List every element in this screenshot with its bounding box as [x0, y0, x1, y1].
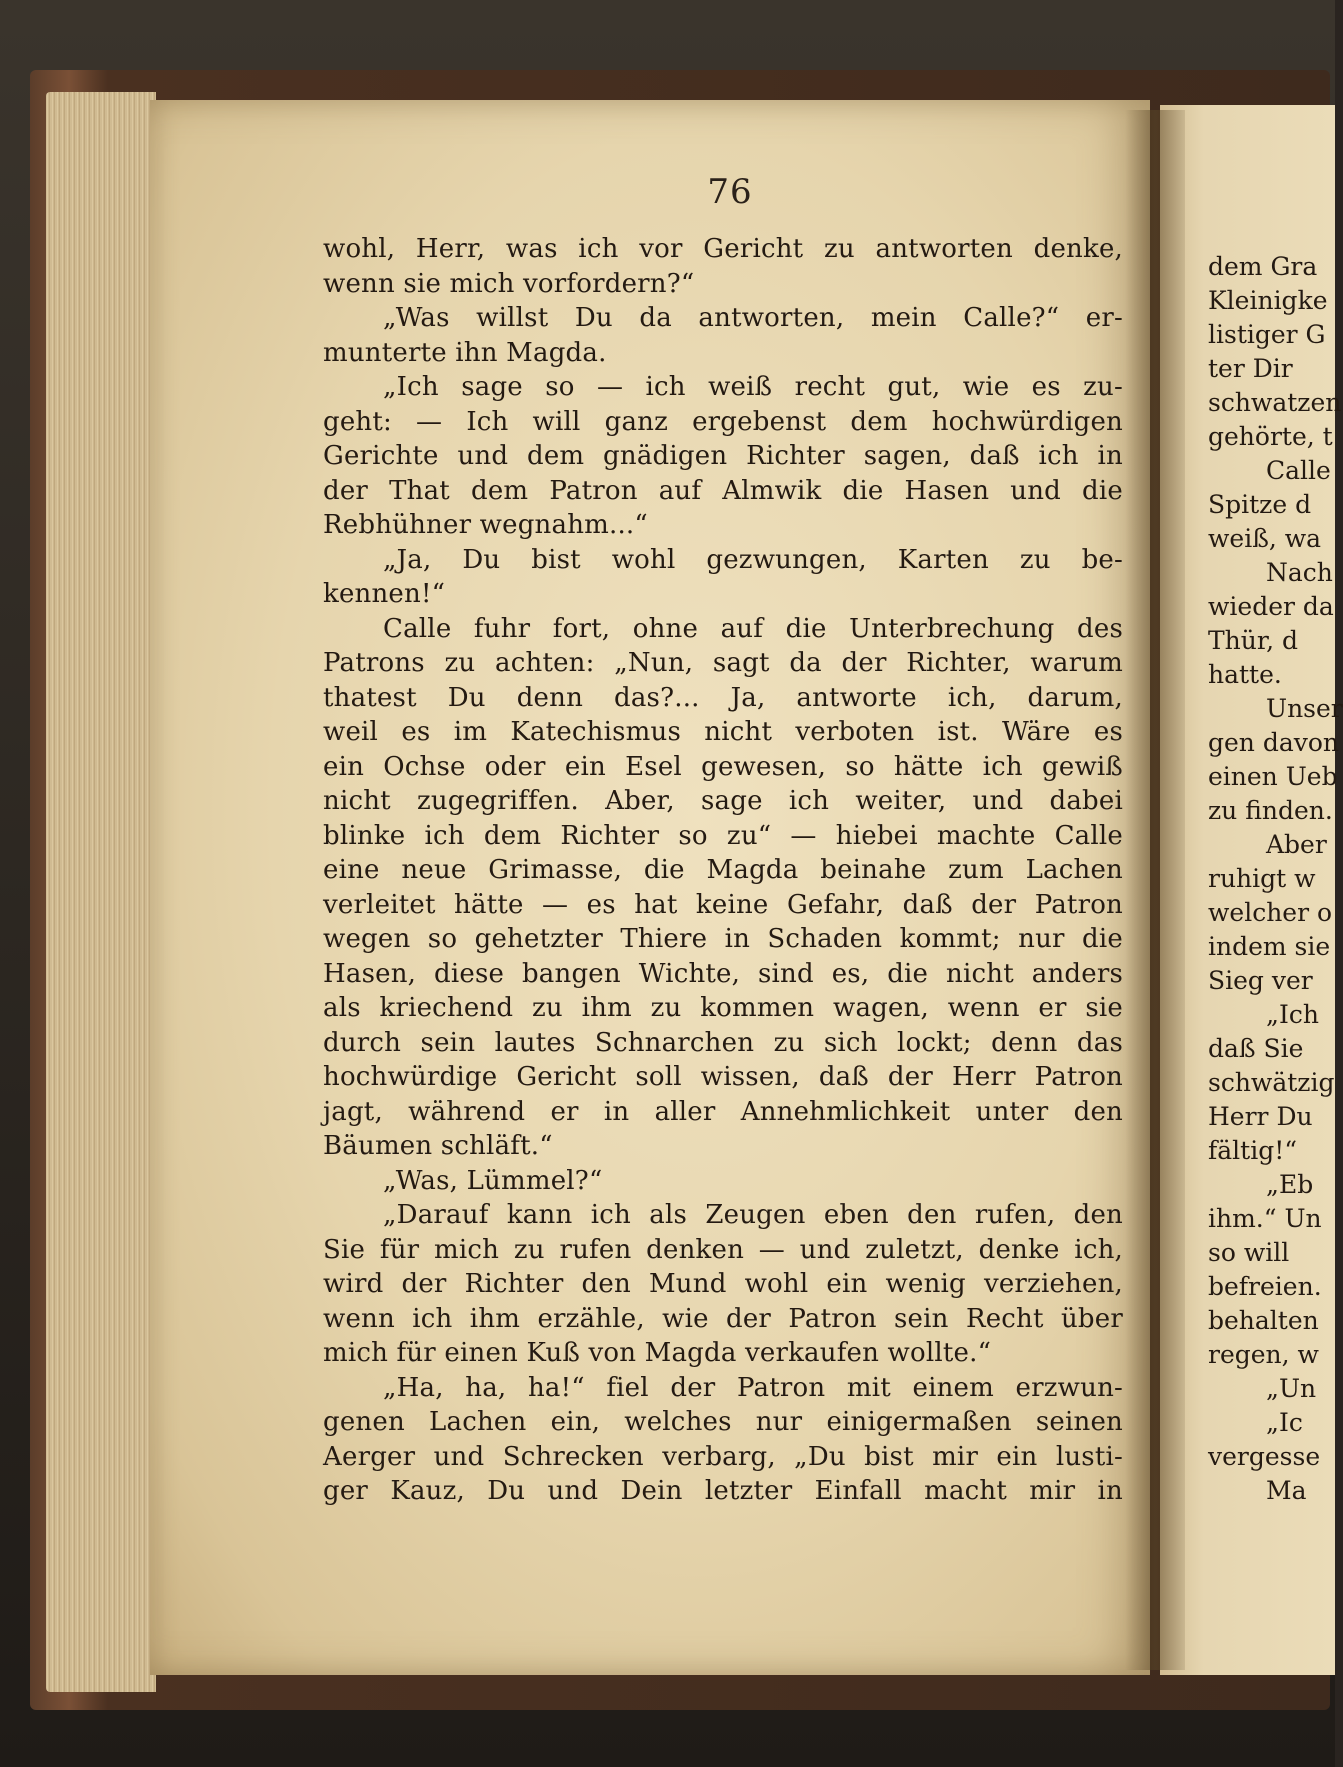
right-page-line: schwatzen	[1208, 388, 1342, 417]
text-line: „Ha, ha, ha!“ fiel der Patron mit einem erzwun-	[383, 1372, 1123, 1403]
text-line: genen Lachen ein, welches nur einigermaßen seinen	[323, 1407, 1123, 1437]
text-line: „Was willst Du da antworten, mein Calle?“ er-	[383, 303, 1123, 333]
text-line: durch sein lautes Schnarchen zu sich lockt; denn das	[323, 1027, 1123, 1058]
text-line: munterte ihn Magda.	[323, 337, 607, 368]
text-line: Bäumen schläft.“	[323, 1131, 553, 1161]
right-page-line: zu finden.	[1208, 796, 1333, 825]
text-line: Patrons zu achten: „Nun, sagt da der Richter, warum	[323, 648, 1123, 678]
right-page-line: hatte.	[1208, 660, 1282, 689]
text-line: Rebhühner wegnahm...“	[323, 510, 648, 540]
right-page-line: „Ich	[1266, 1000, 1319, 1029]
right-page-line: Thür, d	[1208, 626, 1298, 655]
text-line: nicht zugegriffen. Aber, sage ich weiter, und dabei	[323, 786, 1123, 816]
page-number: 76	[707, 172, 753, 212]
text-line: geht: — Ich will ganz ergebenst dem hochwürdigen	[323, 406, 1123, 437]
page-edges	[46, 92, 156, 1692]
text-line: wenn ich ihm erzähle, wie der Patron sein Recht über	[323, 1303, 1123, 1334]
text-line: Hasen, diese bangen Wichte, sind es, die nicht anders	[323, 958, 1123, 989]
right-page-line: gehörte, t	[1208, 422, 1333, 451]
text-line: jagt, während er in aller Annehmlichkeit unter den	[323, 1096, 1123, 1127]
text-line: der That dem Patron auf Almwik die Hasen und die	[323, 475, 1123, 506]
text-line: „Darauf kann ich als Zeugen eben den rufen, den	[383, 1200, 1123, 1230]
right-page-line: indem sie	[1208, 932, 1331, 961]
text-line: wenn sie mich vorfordern?“	[323, 268, 695, 299]
right-page-line: Spitze d	[1208, 490, 1312, 519]
right-page-line: Herr Du	[1208, 1102, 1313, 1131]
text-line: kennen!“	[323, 579, 446, 609]
right-page-line: dem Gra	[1208, 252, 1318, 281]
right-page-line: Unser	[1266, 694, 1343, 723]
right-page-line: ter Dir	[1208, 354, 1293, 383]
right-page-line: daß Sie	[1208, 1034, 1304, 1063]
right-page-line: „Un	[1266, 1374, 1317, 1403]
text-line: blinke ich dem Richter so zu“ — hiebei machte Calle	[323, 820, 1123, 851]
right-page-line: vergesse	[1208, 1442, 1321, 1471]
text-line: wegen so gehetzter Thiere in Schaden kommt; nur die	[323, 924, 1123, 954]
text-line: Aerger und Schrecken verbarg, „Du bist mir ein lusti-	[323, 1441, 1123, 1472]
right-page-line: Sieg ver	[1208, 966, 1313, 995]
text-line: Sie für mich zu rufen denken — und zuletzt, denke ich,	[323, 1234, 1123, 1265]
text-line: wird der Richter den Mund wohl ein wenig verziehen,	[323, 1269, 1123, 1299]
text-line: mich für einen Kuß von Magda verkaufen wollte.“	[323, 1338, 992, 1368]
right-page-line: weiß, wa	[1208, 524, 1322, 553]
text-line: „Ja, Du bist wohl gezwungen, Karten zu be-	[383, 544, 1123, 575]
text-line: Gerichte und dem gnädigen Richter sagen, daß ich in	[323, 441, 1123, 471]
right-page-line: wieder da	[1208, 592, 1334, 621]
right-page-line: ihm.“ Un	[1208, 1204, 1322, 1233]
right-page-line: Calle	[1266, 456, 1331, 485]
right-page-line: Kleinigke	[1208, 286, 1328, 315]
text-line: wohl, Herr, was ich vor Gericht zu antworten denke,	[323, 234, 1123, 264]
right-page-line: einen Ueb	[1208, 762, 1338, 791]
text-line: „Ich sage so — ich weiß recht gut, wie es zu-	[383, 372, 1123, 402]
right-page-text	[1208, 250, 1343, 1508]
right-page-line: listiger G	[1208, 320, 1326, 349]
right-page-line: Nach	[1266, 558, 1333, 587]
text-line: als kriechend zu ihm zu kommen wagen, wenn er sie	[323, 993, 1123, 1023]
right-page-line: fältig!“	[1208, 1136, 1298, 1165]
right-page-line: schwätzig	[1208, 1068, 1335, 1097]
gutter-shadow	[1125, 110, 1185, 1670]
text-line: hochwürdige Gericht soll wissen, daß der Herr Patron	[323, 1062, 1123, 1092]
text-line: verleitet hätte — es hat keine Gefahr, daß der Patron	[323, 889, 1123, 920]
right-page-line: welcher o	[1208, 898, 1333, 927]
right-page-line: Aber	[1266, 830, 1327, 859]
text-line: ein Ochse oder ein Esel gewesen, so hätte ich gewiß	[323, 751, 1123, 782]
text-line: weil es im Katechismus nicht verboten ist. Wäre es	[323, 717, 1123, 747]
right-page-line: regen, w	[1208, 1340, 1319, 1369]
right-page-line: befreien.	[1208, 1272, 1322, 1301]
left-page-text	[323, 232, 1123, 1509]
right-page-line: so will	[1208, 1238, 1290, 1267]
text-line: Calle fuhr fort, ohne auf die Unterbrechung des	[383, 613, 1123, 644]
right-page-line: „Eb	[1266, 1170, 1314, 1199]
text-line: ger Kauz, Du und Dein letzter Einfall macht mir in	[323, 1476, 1123, 1506]
right-page-line: behalten	[1208, 1306, 1319, 1335]
right-page-line: „Ic	[1266, 1408, 1303, 1437]
text-line: eine neue Grimasse, die Magda beinahe zum Lachen	[323, 855, 1123, 885]
right-page-line: Ma	[1266, 1476, 1307, 1505]
text-line: thatest Du denn das?... Ja, antworte ich, darum,	[323, 682, 1123, 713]
text-line: „Was, Lümmel?“	[383, 1165, 603, 1196]
right-page-line: ruhigt w	[1208, 864, 1316, 893]
right-page-line: gen davon	[1208, 728, 1340, 757]
